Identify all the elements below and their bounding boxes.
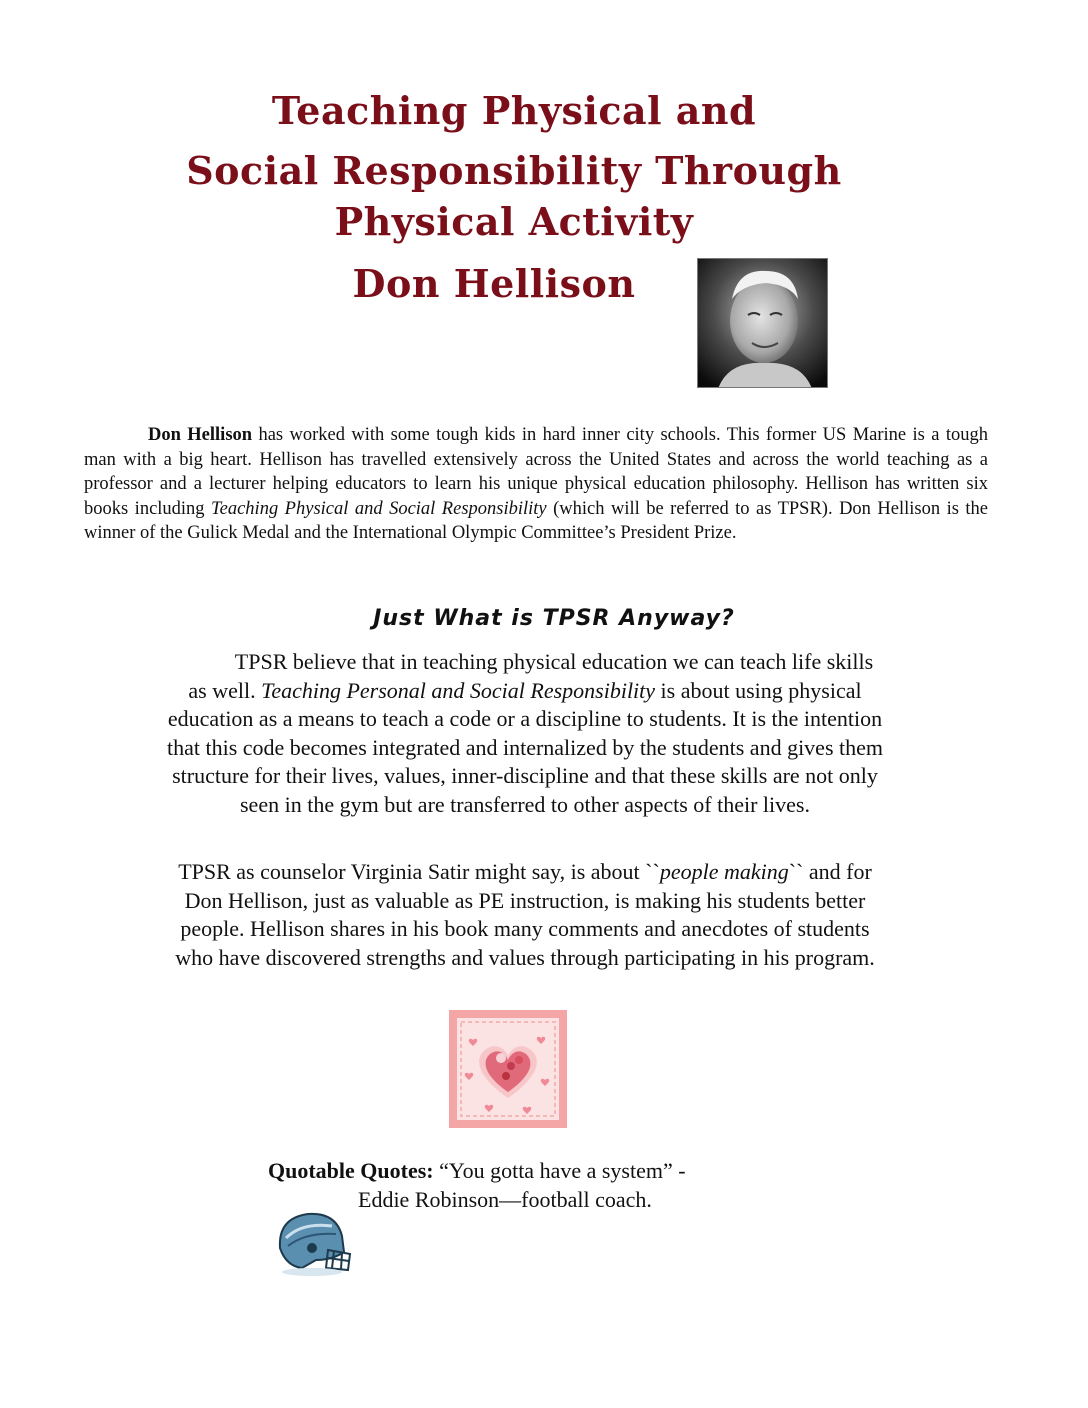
p2-italic-phrase: people making bbox=[659, 859, 789, 884]
p1-text-a: TPSR believe that in teaching physical education we can teach life skills as well. bbox=[188, 649, 874, 703]
quotable-quote bbox=[268, 1156, 788, 1214]
portrait-illustration bbox=[698, 259, 828, 388]
author-bio-paragraph bbox=[84, 423, 988, 546]
quote-text: “You gotta have a system” - bbox=[433, 1158, 686, 1183]
p2-text-b: `` and for Don Hellison, just as valuable as PE instruction, is making his students better people. Hellison shares in his book many comments and anecdotes of students who have discovered strengths and values through participating in his program. bbox=[175, 859, 875, 970]
tpsr-paragraph-1 bbox=[165, 648, 885, 820]
football-helmet-icon bbox=[272, 1208, 354, 1278]
bio-author-name: Don Hellison bbox=[148, 425, 253, 445]
quote-line bbox=[268, 1156, 788, 1185]
bio-text-part1: has worked with some tough kids in hard inner city schools. This former US Marine is a tough man with a big heart. Hellison has travelled extensively across the United States and across the world teaching as a professor and a lecturer helping educators to learn his unique physical education philosophy. Hellison has written six books including bbox=[84, 425, 988, 519]
author-portrait-photo bbox=[697, 258, 828, 388]
title-line-2: Social Responsibility Through bbox=[186, 148, 842, 193]
p1-italic-title: Teaching Personal and Social Responsibility bbox=[261, 677, 656, 703]
heart-icon bbox=[449, 1010, 567, 1128]
bio-text-part2: (which will be referred to as TPSR). Don Hellison is the winner of the Gulick Medal and the International Olympic Committee’s President Prize. bbox=[84, 498, 988, 543]
section-heading: Just What is TPSR Anyway? bbox=[373, 606, 735, 631]
p2-text-a: TPSR as counselor Virginia Satir might say, is about `` bbox=[178, 859, 660, 884]
bio-book-title: Teaching Physical and Social Responsibility bbox=[211, 498, 547, 519]
title-line-1: Teaching Physical and bbox=[271, 88, 757, 133]
quote-attribution: Eddie Robinson—football coach. bbox=[358, 1187, 652, 1212]
author-name-heading: Don Hellison bbox=[352, 261, 636, 306]
tpsr-paragraph-2 bbox=[165, 858, 885, 972]
title-line-3: Physical Activity bbox=[334, 199, 694, 244]
p1-text-b: is about using physical education as a means to teach a code or a discipline to students. It is the intention that this code becomes integrated and internalized by the students and gives them structure for their lives, values, inner-discipline and that these skills are not only seen in the gym but are transferred to other aspects of their lives. bbox=[166, 677, 883, 817]
quote-label: Quotable Quotes: bbox=[268, 1158, 434, 1183]
